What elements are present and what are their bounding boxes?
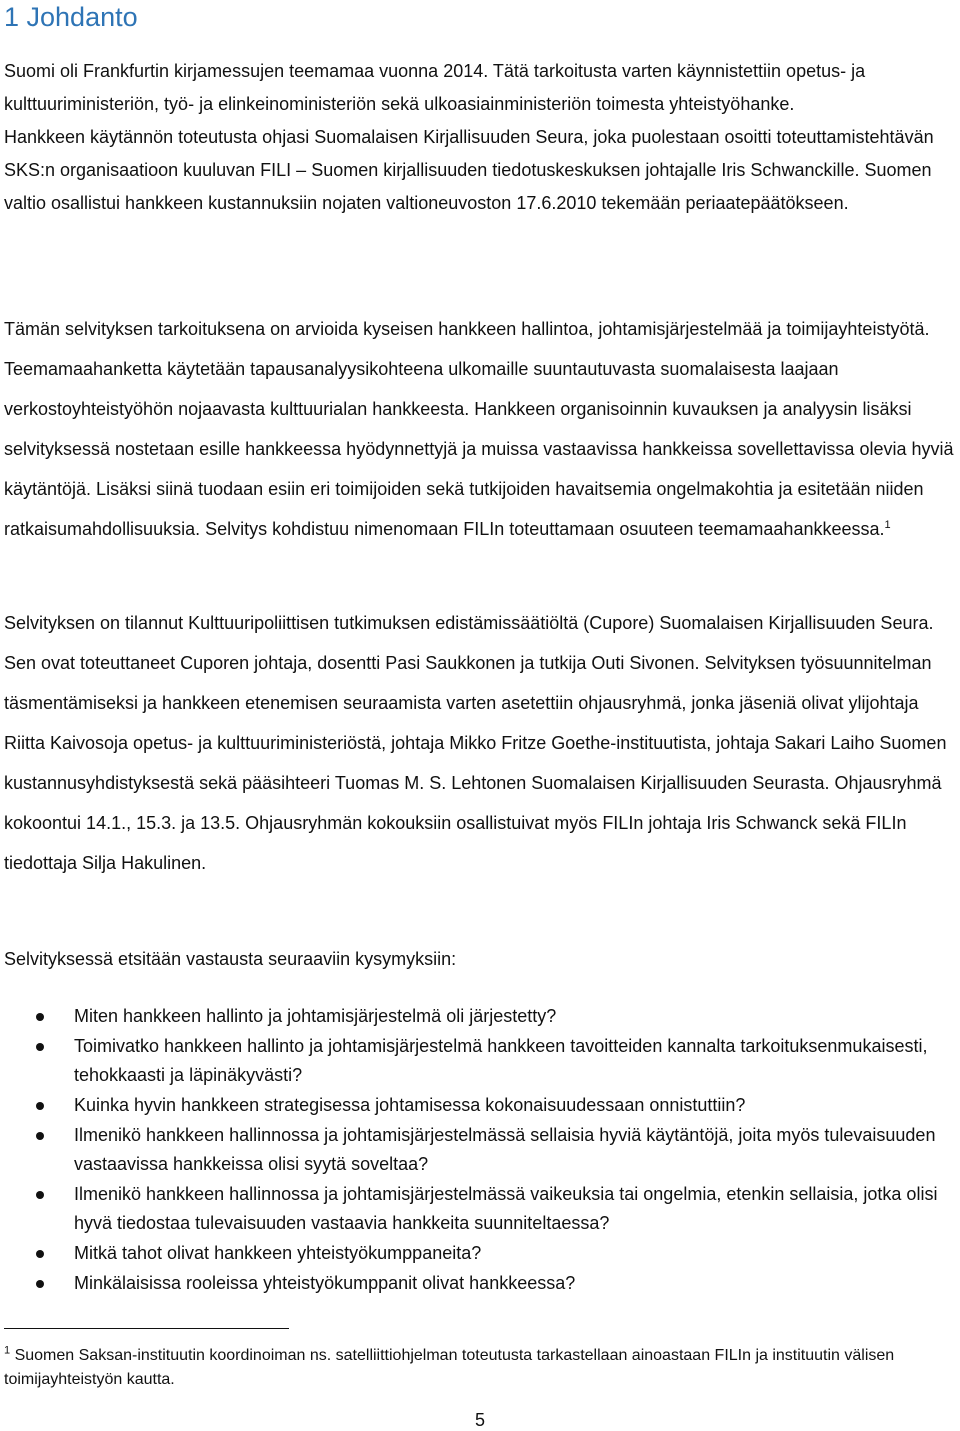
paragraph-intro — [4, 55, 959, 220]
question-list — [0, 1002, 960, 1299]
question-item: Minkälaisissa rooleissa yhteistyökumppanit olivat hankkeessa? — [0, 1269, 960, 1298]
paragraph-purpose-text: Tämän selvityksen tarkoituksena on arvioida kyseisen hankkeen hallintoa, johtamisjärjestelmää ja toimijayhteistyötä. Teemamaahanketta käytetään tapausanalyysikohteena ulkomaille suuntautuvasta suomalaisesta laajaan verkostoyhteistyöhön nojaavasta kulttuurialan hankkeesta. Hankkeen organisoinnin kuvauksen ja analyysin lisäksi selvityksessä nostetaan esille hankkeessa hyödynnettyjä ja muissa vastaavissa hankkeissa sovellettavissa olevia hyviä käytäntöjä. Lisäksi siinä tuodaan esiin eri toimijoiden sekä tutkijoiden havaitsemia ongelmakohtia ja esitetään niiden ratkaisumahdollisuuksia. Selvitys kohdistuu nimenomaan FILIn toteuttamaan osuuteen teemamaahankkeessa. — [4, 319, 954, 539]
paragraph-purpose — [4, 309, 959, 549]
footnote-reference[interactable]: 1 — [884, 519, 891, 531]
footnote-separator — [4, 1328, 289, 1329]
question-item: Ilmenikö hankkeen hallinnossa ja johtamisjärjestelmässä sellaisia hyviä käytäntöjä, joita myös tulevaisuuden vastaavissa hankkeissa olisi syytä soveltaa? — [0, 1121, 960, 1179]
footnote-number: 1 — [4, 1344, 11, 1357]
page-number: 5 — [474, 1410, 485, 1430]
question-item: Kuinka hyvin hankkeen strategisessa johtamisessa kokonaisuudessaan onnistuttiin? — [0, 1091, 960, 1120]
section-heading: 1 Johdanto — [4, 2, 138, 32]
question-item: Mitkä tahot olivat hankkeen yhteistyökumppaneita? — [0, 1239, 960, 1268]
paragraph-questions-intro: Selvityksessä etsitään vastausta seuraaviin kysymyksiin: — [4, 949, 457, 969]
question-item: Ilmenikö hankkeen hallinnossa ja johtamisjärjestelmässä vaikeuksia tai ongelmia, etenkin sellaisia, jotka olisi hyvä tiedostaa tulevaisuuden vastaavia hankkeita suunniteltaessa? — [0, 1180, 960, 1238]
paragraph-intro-part-1: Suomi oli Frankfurtin kirjamessujen teemamaa vuonna 2014. Tätä tarkoitusta varten käynnistettiin opetus- ja kulttuuriministeriön, työ- ja elinkeinoministeriön sekä ulkoasiainministeriön toimesta yhteistyöhanke. — [4, 61, 866, 114]
footnote-text: Suomen Saksan-instituutin koordinoiman ns. satelliittiohjelman toteutusta tarkastellaan ainoastaan FILIn ja instituutin välisen toimijayhteistyön kautta. — [4, 1347, 895, 1388]
paragraph-commission: Selvityksen on tilannut Kulttuuripoliittisen tutkimuksen edistämissäätiöltä (Cupore) Suomalaisen Kirjallisuuden Seura. Sen ovat toteuttaneet Cuporen johtaja, dosentti Pasi Saukkonen ja tutkija Outi Sivonen. Selvityksen työsuunnitelman täsmentämiseksi ja hankkeen etenemisen seuraamista varten asetettiin ohjausryhmä, jonka jäseniä olivat ylijohtaja Riitta Kaivosoja opetus- ja kulttuuriministeriöstä, johtaja Mikko Fritze Goethe-instituutista, johtaja Sakari Laiho Suomen kustannusyhdistyksestä sekä pääsihteeri Tuomas M. S. Lehtonen Suomalaisen Kirjallisuuden Seurasta. Ohjausryhmä kokoontui 14.1., 15.3. ja 13.5. Ohjausryhmän kokouksiin osallistuivat myös FILIn johtaja Iris Schwanck sekä FILIn tiedottaja Silja Hakulinen. — [4, 613, 947, 873]
question-item: Toimivatko hankkeen hallinto ja johtamisjärjestelmä hankkeen tavoitteiden kannalta tarkoituksenmukaisesti, tehokkaasti ja läpinäkyvästi? — [0, 1032, 960, 1090]
paragraph-intro-part-2: Hankkeen käytännön toteutusta ohjasi Suomalaisen Kirjallisuuden Seura, joka puolestaan osoitti toteuttamistehtävän SKS:n organisaatioon kuuluvan FILI – Suomen kirjallisuuden tiedotuskeskuksen johtajalle Iris Schwanckille. Suomen valtio osallistui hankkeen kustannuksiin nojaten valtioneuvoston 17.6.2010 tekemään periaatepäätökseen. — [4, 127, 934, 213]
footnote — [4, 1344, 944, 1392]
question-item: Miten hankkeen hallinto ja johtamisjärjestelmä oli järjestetty? — [0, 1002, 960, 1031]
